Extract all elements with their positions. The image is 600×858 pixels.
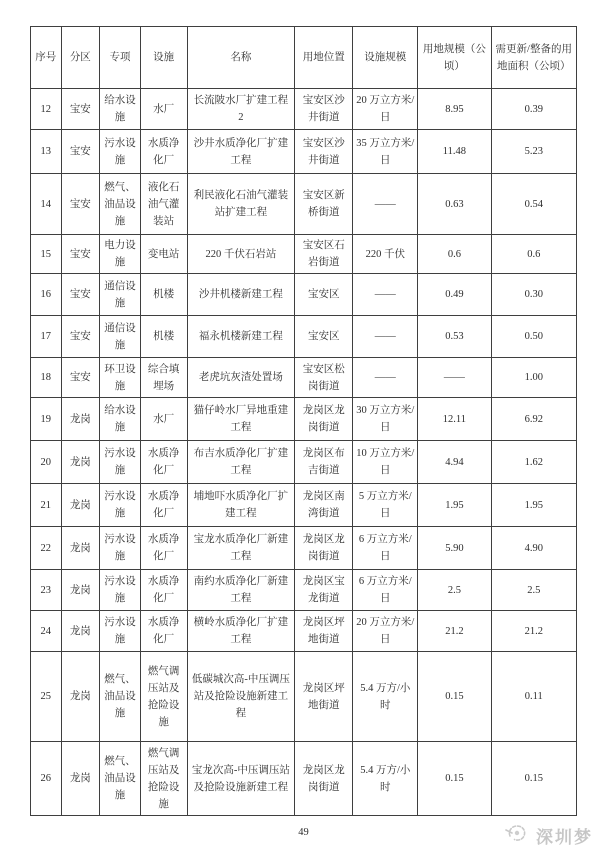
table-cell: 5.90 [418,527,491,570]
table-cell: 宝安 [61,235,100,274]
table-cell: 宝龙水质净化厂新建工程 [187,527,295,570]
table-cell: 宝安 [61,274,100,316]
table-cell: 220 千伏 [353,235,418,274]
table-cell: 给水设施 [100,398,141,441]
table-row [31,441,577,484]
table-cell: —— [353,174,418,235]
table-row [31,174,577,235]
table-cell: 宝安区沙井街道 [295,89,353,130]
table-header-cell: 分区 [61,27,100,89]
table-cell: 0.63 [418,174,491,235]
table-cell: 水质净化厂 [140,570,187,611]
table-cell: 龙岗区南湾街道 [295,484,353,527]
table-cell: 液化石油气灌装站 [140,174,187,235]
table-cell: 6 万立方米/日 [353,570,418,611]
table-cell: 25 [31,652,62,742]
table-cell: 20 万立方米/日 [353,89,418,130]
table-cell: 5.4 万方/小时 [353,652,418,742]
table-row [31,274,577,316]
table-cell: 龙岗 [61,611,100,652]
table-cell: 10 万立方米/日 [353,441,418,484]
table-cell: —— [353,274,418,316]
table-cell: 13 [31,130,62,174]
table-header-cell: 设施规模 [353,27,418,89]
table-cell: 环卫设施 [100,358,141,398]
table-row [31,89,577,130]
table-cell: 宝龙次高-中压调压站及抢险设施新建工程 [187,742,295,816]
table-cell: 20 万立方米/日 [353,611,418,652]
table-cell: 污水设施 [100,484,141,527]
table-cell: 水质净化厂 [140,611,187,652]
watermark-text: 深圳梦 [536,828,593,847]
table-cell: 4.94 [418,441,491,484]
table-cell: 通信设施 [100,316,141,358]
table-cell: —— [353,316,418,358]
table-cell: 横岭水质净化厂扩建工程 [187,611,295,652]
table-cell: —— [353,358,418,398]
table-cell: 龙岗 [61,398,100,441]
table-cell: 宝安 [61,316,100,358]
table-header-cell: 设施 [140,27,187,89]
table-cell: 21 [31,484,62,527]
shenzhenmeng-logo-icon [504,820,530,851]
table-cell: 5 万立方米/日 [353,484,418,527]
table-cell: 宝安区 [295,274,353,316]
table-cell: 燃气调压站及抢险设施 [140,742,187,816]
table-cell: 机楼 [140,316,187,358]
table-row [31,235,577,274]
table-cell: 17 [31,316,62,358]
table-cell: 0.11 [491,652,576,742]
table-cell: 0.49 [418,274,491,316]
table-cell: 龙岗 [61,441,100,484]
table-cell: 6.92 [491,398,576,441]
table-cell: 水厂 [140,398,187,441]
table-cell: 21.2 [491,611,576,652]
table-cell: 龙岗区坪地街道 [295,611,353,652]
table-cell: 11.48 [418,130,491,174]
table-cell: 燃气调压站及抢险设施 [140,652,187,742]
table-cell: 宝安 [61,130,100,174]
table-cell: 24 [31,611,62,652]
table-cell: 220 千伏石岩站 [187,235,295,274]
table-cell: 16 [31,274,62,316]
table-cell: 龙岗 [61,484,100,527]
table-cell: 利民液化石油气灌装站扩建工程 [187,174,295,235]
table-cell: 宝安 [61,174,100,235]
table-cell: 12.11 [418,398,491,441]
table-cell: 0.15 [418,742,491,816]
table-cell: 宝安区石岩街道 [295,235,353,274]
table-row [31,358,577,398]
table-cell: 龙岗 [61,570,100,611]
table-row [31,652,577,742]
table-row [31,316,577,358]
table-cell: 给水设施 [100,89,141,130]
table-cell: 1.00 [491,358,576,398]
table-header-cell: 需更新/整备的用地面积（公顷） [491,27,576,89]
table-cell: 4.90 [491,527,576,570]
table-row [31,742,577,816]
table-cell: 污水设施 [100,441,141,484]
table-cell: 南约水质净化厂新建工程 [187,570,295,611]
table-cell: 水质净化厂 [140,527,187,570]
table-cell: 0.15 [491,742,576,816]
table-cell: 机楼 [140,274,187,316]
table-cell: 8.95 [418,89,491,130]
table-cell: 水厂 [140,89,187,130]
table-cell: 1.62 [491,441,576,484]
table-row [31,527,577,570]
table-cell: 0.39 [491,89,576,130]
table-row [31,484,577,527]
table-cell: 2.5 [418,570,491,611]
table-cell: 水质净化厂 [140,484,187,527]
table-cell: 宝安区松岗街道 [295,358,353,398]
table-cell: 福永机楼新建工程 [187,316,295,358]
table-cell: 龙岗 [61,527,100,570]
table-cell: 5.23 [491,130,576,174]
table-cell: 18 [31,358,62,398]
table-cell: 污水设施 [100,570,141,611]
table-cell: 宝安 [61,358,100,398]
table-cell: 沙井机楼新建工程 [187,274,295,316]
table-cell: 水质净化厂 [140,441,187,484]
table-row [31,611,577,652]
table-cell: 猫仔岭水厂异地重建工程 [187,398,295,441]
table-cell: 水质净化厂 [140,130,187,174]
table-cell: 宝安区 [295,316,353,358]
table-cell: 宝安区新桥街道 [295,174,353,235]
table-cell: 老虎坑灰渣处置场 [187,358,295,398]
table-header [31,27,577,89]
table-header-row [31,27,577,89]
table-cell: 2.5 [491,570,576,611]
table-cell: 龙岗区龙岗街道 [295,527,353,570]
table-cell: 布吉水质净化厂扩建工程 [187,441,295,484]
table-cell: 1.95 [491,484,576,527]
table-cell: 污水设施 [100,611,141,652]
page-footer [30,820,593,854]
table-header-cell: 名称 [187,27,295,89]
table-cell: 22 [31,527,62,570]
table-header-cell: 专项 [100,27,141,89]
table-cell: 污水设施 [100,130,141,174]
table-cell: —— [418,358,491,398]
table-cell: 0.53 [418,316,491,358]
table-cell: 燃气、油品设施 [100,652,141,742]
table-cell: 0.15 [418,652,491,742]
table-cell: 20 [31,441,62,484]
table-cell: 30 万立方米/日 [353,398,418,441]
table-cell: 1.95 [418,484,491,527]
page-number: 49 [298,827,309,838]
table-cell: 0.54 [491,174,576,235]
table-cell: 宝安 [61,89,100,130]
table-header-cell: 序号 [31,27,62,89]
table-cell: 沙井水质净化厂扩建工程 [187,130,295,174]
table-cell: 龙岗区龙岗街道 [295,742,353,816]
table-body [31,89,577,816]
table-cell: 15 [31,235,62,274]
table-cell: 龙岗区龙岗街道 [295,398,353,441]
table-cell: 龙岗区坪地街道 [295,652,353,742]
table-cell: 综合填埋场 [140,358,187,398]
table-cell: 6 万立方米/日 [353,527,418,570]
table-cell: 26 [31,742,62,816]
table-row [31,398,577,441]
table-cell: 23 [31,570,62,611]
table-cell: 埔地吓水质净化厂扩建工程 [187,484,295,527]
table-cell: 电力设施 [100,235,141,274]
table-header-cell: 用地位置 [295,27,353,89]
table-header-cell: 用地规模（公顷） [418,27,491,89]
table-cell: 燃气、油品设施 [100,742,141,816]
table-cell: 0.30 [491,274,576,316]
table-cell: 宝安区沙井街道 [295,130,353,174]
table-cell: 0.6 [418,235,491,274]
table-cell: 5.4 万方/小时 [353,742,418,816]
table-cell: 龙岗 [61,652,100,742]
table-cell: 14 [31,174,62,235]
table-cell: 通信设施 [100,274,141,316]
table-cell: 龙岗区布吉街道 [295,441,353,484]
table-row [31,130,577,174]
table-cell: 21.2 [418,611,491,652]
table-cell: 0.50 [491,316,576,358]
table-cell: 燃气、油品设施 [100,174,141,235]
facilities-table [30,26,577,816]
watermark [504,820,593,851]
table-cell: 19 [31,398,62,441]
table-cell: 污水设施 [100,527,141,570]
table-row [31,570,577,611]
table-cell: 35 万立方米/日 [353,130,418,174]
table-cell: 12 [31,89,62,130]
table-cell: 低碳城次高-中压调压站及抢险设施新建工程 [187,652,295,742]
table-cell: 变电站 [140,235,187,274]
table-cell: 长流陂水厂扩建工程 2 [187,89,295,130]
table-cell: 0.6 [491,235,576,274]
table-cell: 龙岗区宝龙街道 [295,570,353,611]
table-cell: 龙岗 [61,742,100,816]
